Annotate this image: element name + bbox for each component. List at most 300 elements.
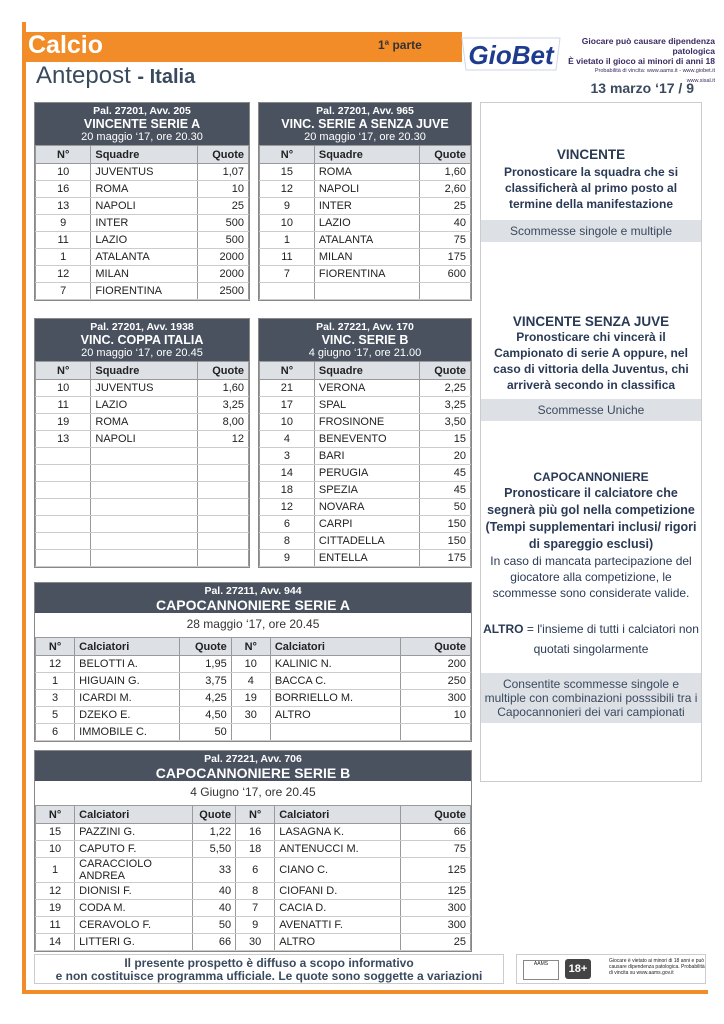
- name-cell: LAZIO: [314, 215, 420, 232]
- number-cell: 7: [36, 283, 91, 300]
- odds-table: [35, 361, 249, 567]
- name-cell: JUVENTUS: [91, 164, 198, 181]
- number-cell: [36, 516, 91, 533]
- name-cell: ICARDI M.: [75, 690, 179, 707]
- column-header: N°: [36, 146, 91, 164]
- pal-code: Pal. 27201, Avv. 205: [93, 105, 191, 117]
- odds-cell: 1,07: [197, 164, 248, 181]
- table-header: [35, 583, 471, 613]
- aams-badge: AAMS: [523, 960, 559, 980]
- market-date: 20 maggio ‘17, ore 20.45: [81, 347, 203, 359]
- subtitle-text: Antepost: [36, 62, 131, 89]
- name-cell: LAZIO: [91, 397, 198, 414]
- odds-cell: 3,25: [197, 397, 248, 414]
- number-cell: 16: [236, 824, 275, 841]
- table-row: [260, 431, 471, 448]
- table-row: [36, 465, 249, 482]
- odds-cell: 200: [401, 656, 471, 673]
- number-cell: 9: [36, 215, 91, 232]
- table-row: [36, 900, 471, 917]
- name-cell: [91, 550, 198, 567]
- number-cell: 4: [231, 673, 270, 690]
- odds-cell: 2000: [197, 249, 248, 266]
- number-cell: 19: [231, 690, 270, 707]
- name-cell: [91, 533, 198, 550]
- number-cell: 9: [260, 198, 315, 215]
- table-header: [35, 319, 249, 361]
- number-cell: 15: [260, 164, 315, 181]
- odds-cell: 1,95: [179, 656, 231, 673]
- altro-label: ALTRO: [483, 622, 524, 636]
- odds-cell: 50: [192, 917, 236, 934]
- number-cell: 19: [36, 900, 75, 917]
- market-name: CAPOCANNONIERE SERIE A: [156, 597, 350, 613]
- number-cell: 14: [36, 934, 75, 951]
- name-cell: [91, 448, 198, 465]
- number-cell: [36, 533, 91, 550]
- odds-table: [35, 145, 249, 300]
- table-row: [36, 533, 249, 550]
- number-cell: 8: [236, 883, 275, 900]
- table-header: [35, 751, 471, 781]
- name-cell: [270, 724, 401, 741]
- warning-small: Probabilità di vincita: www.aams.it - www.giobet.it www.sisal.it: [594, 68, 715, 84]
- name-cell: PAZZINI G.: [75, 824, 192, 841]
- name-cell: ALTRO: [270, 707, 401, 724]
- table-row: [36, 482, 249, 499]
- number-cell: 1: [260, 232, 315, 249]
- table-row: [36, 198, 249, 215]
- page-title: Calcio: [28, 31, 104, 59]
- table-row: [260, 232, 471, 249]
- odds-cell: 500: [197, 232, 248, 249]
- name-cell: NAPOLI: [91, 198, 198, 215]
- table-row: [260, 448, 471, 465]
- rule-title: CAPOCANNONIERE: [533, 470, 649, 484]
- odds-cell: 1,60: [420, 164, 471, 181]
- name-cell: CITTADELLA: [314, 533, 420, 550]
- odds-cell: 2500: [197, 283, 248, 300]
- number-cell: 4: [260, 431, 315, 448]
- table-row: [260, 550, 471, 567]
- column-header: N°: [36, 806, 75, 824]
- number-cell: 6: [236, 858, 275, 883]
- pal-code: Pal. 27221, Avv. 706: [204, 753, 302, 765]
- column-header: Quote: [420, 362, 471, 380]
- table-row: [36, 858, 471, 883]
- name-cell: JUVENTUS: [91, 380, 198, 397]
- number-cell: 3: [260, 448, 315, 465]
- odds-cell: 25: [197, 198, 248, 215]
- name-cell: INTER: [314, 198, 420, 215]
- market-date: 20 maggio ‘17, ore 20.30: [81, 131, 203, 143]
- column-header: Squadre: [91, 362, 198, 380]
- table-capocannoniere-serie-a: [34, 582, 472, 742]
- odds-cell: 5,50: [192, 841, 236, 858]
- odds-cell: 175: [420, 249, 471, 266]
- number-cell: 10: [231, 656, 270, 673]
- name-cell: PERUGIA: [314, 465, 420, 482]
- column-header: N°: [260, 146, 315, 164]
- odds-cell: 300: [401, 900, 471, 917]
- table-row: [36, 397, 249, 414]
- name-cell: LASAGNA K.: [275, 824, 401, 841]
- table-row: [36, 431, 249, 448]
- odds-cell: 33: [192, 858, 236, 883]
- number-cell: 13: [36, 198, 91, 215]
- name-cell: KALINIC N.: [270, 656, 401, 673]
- number-cell: 16: [36, 181, 91, 198]
- odds-cell: 50: [420, 499, 471, 516]
- table-row: [260, 516, 471, 533]
- part-label: 1ª parte: [378, 38, 422, 52]
- disclaimer-line-1: Il presente prospetto è diffuso a scopo informativo: [124, 956, 414, 970]
- rule-altro: [481, 619, 701, 659]
- rule-bar: Consentite scommesse singole e multiple con combinazioni posssibili tra i Capocannonieri dei vari campionati: [481, 673, 701, 723]
- column-header: Quote: [401, 806, 471, 824]
- table-row: [36, 164, 249, 181]
- odds-cell: 10: [197, 181, 248, 198]
- odds-cell: 2000: [197, 266, 248, 283]
- odds-cell: 8,00: [197, 414, 248, 431]
- number-cell: 10: [260, 215, 315, 232]
- odds-cell: 4,25: [179, 690, 231, 707]
- altro-text: = l'insieme di tutti i calciatori non quotati singolarmente: [526, 622, 699, 656]
- market-name: VINC. COPPA ITALIA: [80, 333, 204, 347]
- odds-cell: 125: [401, 858, 471, 883]
- table-row: [36, 499, 249, 516]
- table-row: [36, 934, 471, 951]
- header-row: [36, 638, 471, 656]
- table-row: [36, 673, 471, 690]
- logo-text: GioBet: [468, 40, 554, 70]
- name-cell: DIONISI F.: [75, 883, 192, 900]
- header-row: [36, 806, 471, 824]
- table-row: [36, 841, 471, 858]
- odds-cell: [197, 499, 248, 516]
- name-cell: MILAN: [314, 249, 420, 266]
- number-cell: [36, 448, 91, 465]
- odds-cell: 3,25: [420, 397, 471, 414]
- name-cell: CARPI: [314, 516, 420, 533]
- market-date: 20 maggio ‘17, ore 20.30: [304, 131, 426, 143]
- table-header: [35, 103, 249, 145]
- number-cell: 11: [260, 249, 315, 266]
- odds-cell: 3,75: [179, 673, 231, 690]
- number-cell: 1: [36, 673, 75, 690]
- header-row: [36, 146, 249, 164]
- table-row: [36, 516, 249, 533]
- odds-table: [35, 637, 471, 741]
- name-cell: ATALANTA: [91, 249, 198, 266]
- number-cell: 1: [36, 249, 91, 266]
- number-cell: 8: [260, 533, 315, 550]
- market-date: 4 Giugno ‘17, ore 20.45: [190, 785, 316, 799]
- number-cell: 21: [260, 380, 315, 397]
- odds-cell: 75: [420, 232, 471, 249]
- name-cell: [91, 465, 198, 482]
- odds-cell: 2,25: [420, 380, 471, 397]
- name-cell: FIORENTINA: [314, 266, 420, 283]
- column-header: Squadre: [314, 146, 420, 164]
- name-cell: DZEKO E.: [75, 707, 179, 724]
- page-subtitle: [36, 62, 195, 90]
- odds-cell: [420, 283, 471, 300]
- odds-cell: 12: [197, 431, 248, 448]
- name-cell: FIORENTINA: [91, 283, 198, 300]
- table-row: [36, 707, 471, 724]
- name-cell: NAPOLI: [314, 181, 420, 198]
- table-row: [36, 414, 249, 431]
- table-row: [36, 550, 249, 567]
- table-header: [259, 103, 471, 145]
- giobet-logo: [458, 34, 564, 74]
- table-row: [260, 181, 471, 198]
- name-cell: [91, 516, 198, 533]
- table-row: [260, 499, 471, 516]
- name-cell: ANTENUCCI M.: [275, 841, 401, 858]
- column-header: Quote: [197, 362, 248, 380]
- warning-line-2: È vietato il gioco ai minori di anni 18: [568, 56, 715, 66]
- table-row: [36, 380, 249, 397]
- age-18-badge: 18+: [565, 959, 591, 979]
- number-cell: 12: [260, 499, 315, 516]
- odds-cell: 25: [420, 198, 471, 215]
- odds-cell: 600: [420, 266, 471, 283]
- number-cell: 18: [260, 482, 315, 499]
- number-cell: 17: [260, 397, 315, 414]
- market-name: VINCENTE SERIE A: [83, 117, 201, 131]
- odds-table: [35, 805, 471, 951]
- market-name: VINC. SERIE B: [321, 333, 409, 347]
- number-cell: [36, 465, 91, 482]
- name-cell: LITTERI G.: [75, 934, 192, 951]
- name-cell: SPAL: [314, 397, 420, 414]
- number-cell: 15: [36, 824, 75, 841]
- rule-vincente: [481, 147, 701, 242]
- number-cell: 30: [236, 934, 275, 951]
- table-row: [260, 397, 471, 414]
- odds-cell: 40: [420, 215, 471, 232]
- table-row: [260, 266, 471, 283]
- odds-cell: 4,50: [179, 707, 231, 724]
- odds-cell: 3,50: [420, 414, 471, 431]
- name-cell: VERONA: [314, 380, 420, 397]
- number-cell: 14: [260, 465, 315, 482]
- odds-cell: 25: [401, 934, 471, 951]
- name-cell: NOVARA: [314, 499, 420, 516]
- odds-cell: 10: [401, 707, 471, 724]
- number-cell: 1: [36, 858, 75, 883]
- odds-cell: 125: [401, 883, 471, 900]
- odds-cell: 75: [401, 841, 471, 858]
- name-cell: CARACCIOLO ANDREA: [75, 858, 192, 883]
- name-cell: ROMA: [91, 181, 198, 198]
- odds-cell: [197, 448, 248, 465]
- number-cell: [260, 283, 315, 300]
- table-row: [36, 215, 249, 232]
- rule-text: Pronosticare il calciatore che segnerà più gol nella competizione (Tempi supplementari inclusi/ rigori di spareggio esclusi): [485, 486, 697, 551]
- table-row: [36, 690, 471, 707]
- number-cell: 10: [36, 164, 91, 181]
- number-cell: 5: [36, 707, 75, 724]
- name-cell: CIANO C.: [275, 858, 401, 883]
- header-row: [260, 362, 471, 380]
- name-cell: HIGUAIN G.: [75, 673, 179, 690]
- rule-text: Pronosticare chi vincerà il Campionato di serie A oppure, nel caso di vittoria della Juventus, chi arriverà secondo in classifica: [493, 330, 689, 392]
- number-cell: [36, 482, 91, 499]
- name-cell: [91, 482, 198, 499]
- table-row: [36, 883, 471, 900]
- number-cell: 7: [260, 266, 315, 283]
- odds-cell: [197, 533, 248, 550]
- number-cell: [36, 550, 91, 567]
- odds-cell: 1,22: [192, 824, 236, 841]
- table-row: [36, 656, 471, 673]
- number-cell: 12: [36, 883, 75, 900]
- column-header: N°: [36, 362, 91, 380]
- name-cell: INTER: [91, 215, 198, 232]
- rule-title: VINCENTE: [556, 147, 626, 162]
- market-date: 28 maggio ‘17, ore 20.45: [186, 617, 320, 631]
- rule-bar: Scommesse Uniche: [481, 399, 701, 421]
- number-cell: 11: [36, 917, 75, 934]
- footer-badges: [516, 954, 706, 984]
- rule-note: In caso di mancata partecipazione del giocatore alla competizione, le scommesse sono considerate valide.: [490, 554, 692, 600]
- table-row: [36, 448, 249, 465]
- rule-vincente-senza-juve: [481, 314, 701, 421]
- name-cell: ALTRO: [275, 934, 401, 951]
- odds-cell: 250: [401, 673, 471, 690]
- odds-cell: 50: [179, 724, 231, 741]
- number-cell: [36, 499, 91, 516]
- odds-cell: 500: [197, 215, 248, 232]
- odds-cell: [197, 465, 248, 482]
- table-row: [36, 266, 249, 283]
- table-row: [260, 533, 471, 550]
- table-row: [36, 917, 471, 934]
- pal-code: Pal. 27221, Avv. 170: [316, 321, 414, 333]
- name-cell: AVENATTI F.: [275, 917, 401, 934]
- name-cell: NAPOLI: [91, 431, 198, 448]
- odds-cell: 150: [420, 533, 471, 550]
- rule-text: Pronosticare la squadra che si classificherà al primo posto al termine della manifestazione: [503, 165, 679, 211]
- number-cell: 3: [36, 690, 75, 707]
- rule-bar: Scommesse singole e multiple: [481, 220, 701, 242]
- table-row: [260, 414, 471, 431]
- odds-cell: 66: [192, 934, 236, 951]
- warning-line-1: Giocare può causare dipendenza patologica: [581, 36, 715, 56]
- odds-cell: 15: [420, 431, 471, 448]
- table-row: [260, 482, 471, 499]
- column-header: Calciatori: [75, 638, 179, 656]
- odds-cell: 40: [192, 900, 236, 917]
- odds-cell: 40: [192, 883, 236, 900]
- number-cell: 6: [260, 516, 315, 533]
- odds-cell: [197, 550, 248, 567]
- column-header: Squadre: [91, 146, 198, 164]
- odds-cell: 1,60: [197, 380, 248, 397]
- name-cell: CACIA D.: [275, 900, 401, 917]
- table-row: [260, 215, 471, 232]
- market-name: CAPOCANNONIERE SERIE B: [155, 765, 351, 781]
- name-cell: ENTELLA: [314, 550, 420, 567]
- name-cell: LAZIO: [91, 232, 198, 249]
- number-cell: 30: [231, 707, 270, 724]
- table-row: [36, 181, 249, 198]
- number-cell: 13: [36, 431, 91, 448]
- name-cell: CODA M.: [75, 900, 192, 917]
- pal-code: Pal. 27211, Avv. 944: [204, 585, 302, 597]
- table-row: [260, 380, 471, 397]
- header-row: [36, 362, 249, 380]
- rule-title: VINCENTE SENZA JUVE: [512, 314, 670, 329]
- number-cell: 18: [236, 841, 275, 858]
- table-row: [260, 164, 471, 181]
- table-row: [260, 283, 471, 300]
- name-cell: ROMA: [91, 414, 198, 431]
- name-cell: BORRIELLO M.: [270, 690, 401, 707]
- name-cell: [314, 283, 420, 300]
- odds-cell: 300: [401, 690, 471, 707]
- column-header: Calciatori: [275, 806, 401, 824]
- table-header: [259, 319, 471, 361]
- name-cell: BELOTTI A.: [75, 656, 179, 673]
- number-cell: 12: [260, 181, 315, 198]
- column-header: Quote: [192, 806, 236, 824]
- name-cell: SPEZIA: [314, 482, 420, 499]
- odds-cell: 45: [420, 482, 471, 499]
- column-header: Calciatori: [75, 806, 192, 824]
- pal-code: Pal. 27201, Avv. 1938: [90, 321, 194, 333]
- table-vinc-coppa-italia: [34, 318, 250, 568]
- name-cell: CAPUTO F.: [75, 841, 192, 858]
- disclaimer-line-2: e non costituisce programma ufficiale. Le quote sono soggette a variazioni: [55, 969, 483, 983]
- number-cell: 9: [260, 550, 315, 567]
- table-row: [260, 198, 471, 215]
- number-cell: 7: [236, 900, 275, 917]
- odds-table: [259, 361, 471, 567]
- table-row: [260, 249, 471, 266]
- odds-cell: 175: [420, 550, 471, 567]
- number-cell: 12: [36, 266, 91, 283]
- subtitle-bold: - Italia: [137, 66, 196, 88]
- name-cell: ATALANTA: [314, 232, 420, 249]
- pal-code: Pal. 27201, Avv. 965: [316, 105, 414, 117]
- rule-capocannoniere: [481, 469, 701, 723]
- gambling-warning: [565, 36, 715, 86]
- odds-cell: [197, 482, 248, 499]
- odds-table: [259, 145, 471, 300]
- name-cell: MILAN: [91, 266, 198, 283]
- number-cell: [231, 724, 270, 741]
- number-cell: 11: [36, 397, 91, 414]
- column-header: N°: [236, 806, 275, 824]
- number-cell: 6: [36, 724, 75, 741]
- column-header: Calciatori: [270, 638, 401, 656]
- table-row: [36, 824, 471, 841]
- number-cell: 10: [36, 841, 75, 858]
- column-header: N°: [36, 638, 75, 656]
- issue-date: 13 marzo ‘17 / 9: [590, 80, 694, 96]
- header-row: [260, 146, 471, 164]
- odds-cell: 300: [401, 917, 471, 934]
- name-cell: BACCA C.: [270, 673, 401, 690]
- odds-cell: 2,60: [420, 181, 471, 198]
- name-cell: FROSINONE: [314, 414, 420, 431]
- number-cell: 10: [36, 380, 91, 397]
- odds-cell: 45: [420, 465, 471, 482]
